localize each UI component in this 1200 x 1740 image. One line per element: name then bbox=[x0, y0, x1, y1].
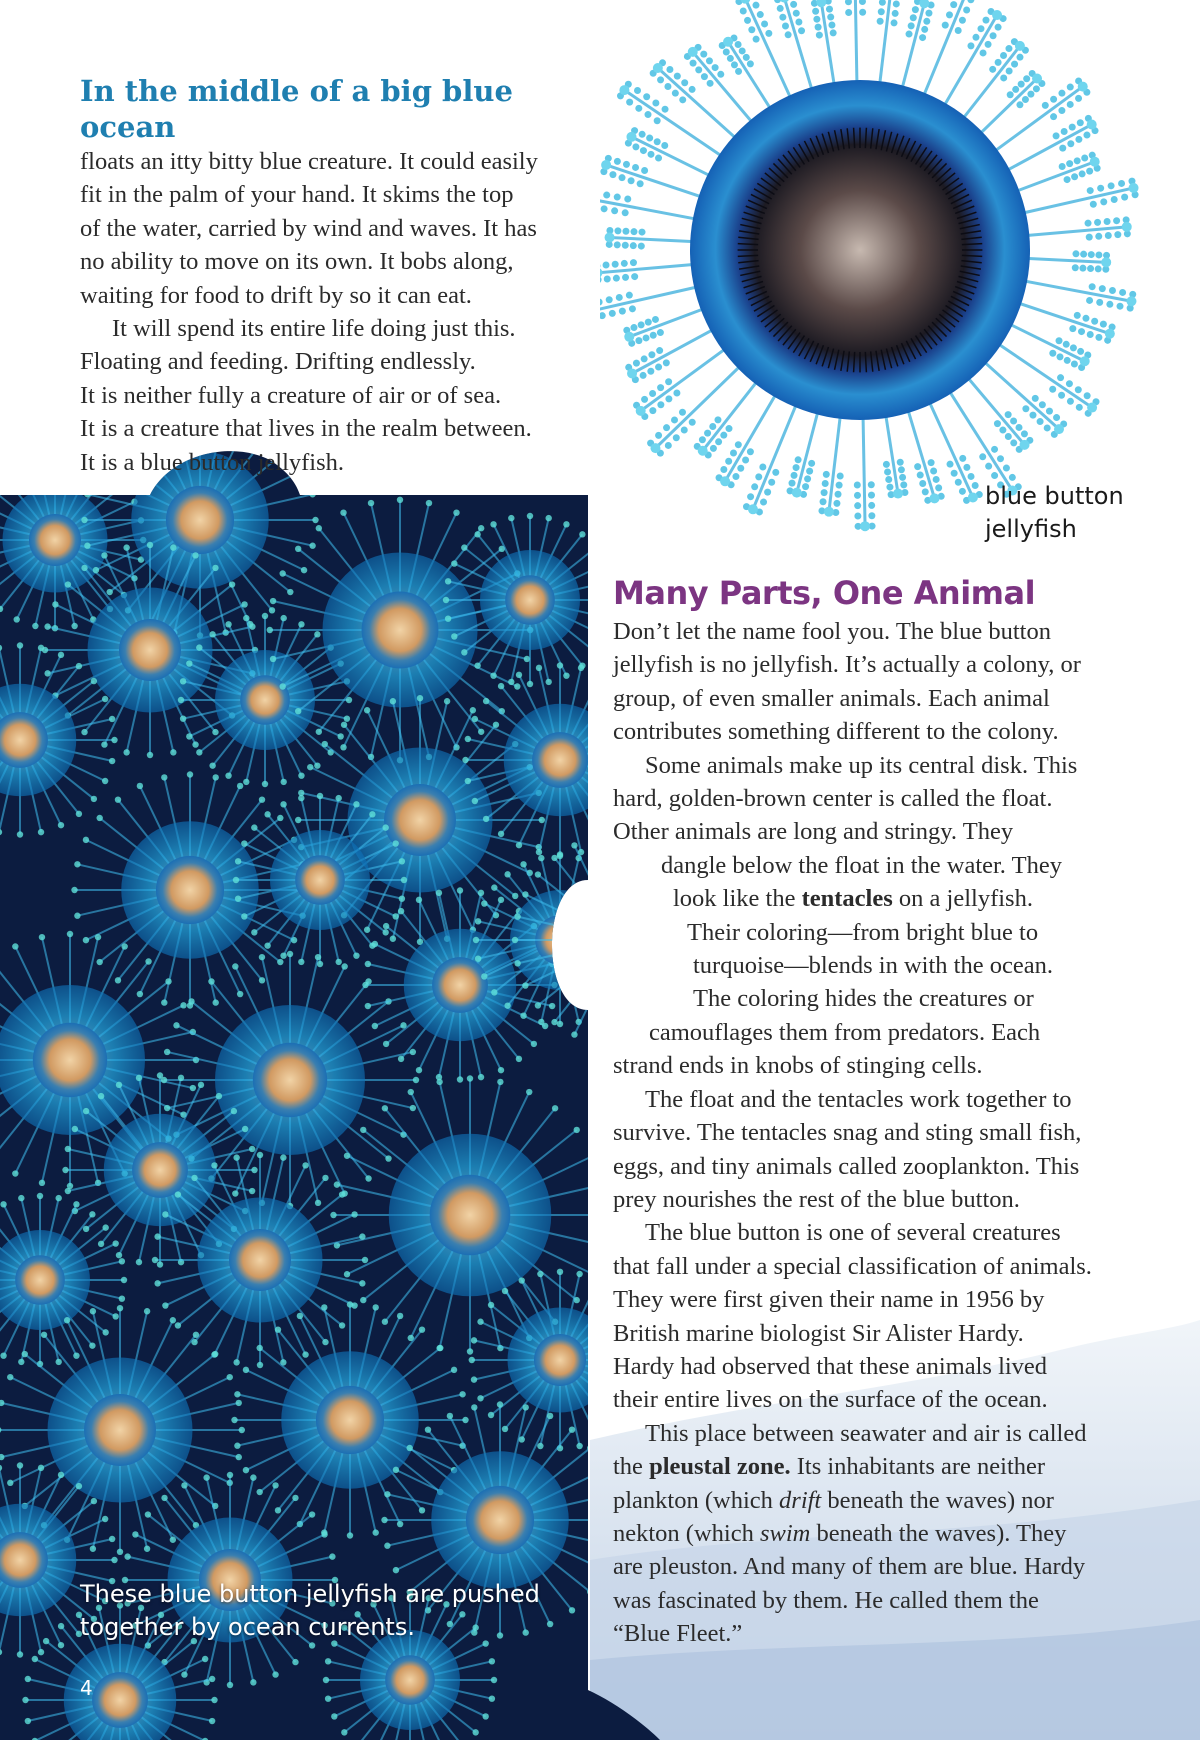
text-line: Their coloring—from bright blue to bbox=[687, 918, 1039, 946]
tentacle-mark bbox=[658, 68, 740, 142]
text-line: The coloring hides the creatures or bbox=[693, 985, 1034, 1013]
tentacle-mark bbox=[606, 165, 707, 199]
text-line: strand ends in knobs of stinging cells. bbox=[613, 1052, 983, 1080]
article-body bbox=[613, 615, 1188, 1651]
text-line: survive. The tentacles snag and sting small fish, bbox=[613, 1119, 1082, 1147]
text-line: Other animals are long and stringy. They bbox=[613, 818, 1014, 846]
blue-button-jellyfish-photo bbox=[600, 0, 1200, 560]
tentacle-mark bbox=[1013, 301, 1110, 333]
tentacle-mark bbox=[855, 0, 857, 89]
tentacle-mark bbox=[964, 373, 1024, 444]
text-line: floats an itty bitty blue creature. It could easily bbox=[80, 148, 538, 175]
text-line: Floating and feeding. Drifting endlessly. bbox=[80, 348, 476, 376]
text-line: British marine biologist Sir Alister Hardy. bbox=[613, 1319, 1024, 1347]
tentacle-mark bbox=[980, 358, 1059, 429]
text-line: of the water, carried by wind and waves. It has bbox=[80, 214, 537, 242]
text-line: are pleuston. And many of them are blue. Hardy bbox=[613, 1553, 1086, 1581]
text-line: fit in the palm of your hand. It skims the top bbox=[80, 181, 514, 209]
text-run: the bbox=[613, 1453, 650, 1481]
text-line: contributes something different to the colony. bbox=[613, 718, 1059, 746]
intro-paragraph-1 bbox=[80, 145, 600, 312]
intro-heading: In the middle of a big blue ocean bbox=[80, 74, 513, 144]
text-line: It is a creature that lives in the realm between. bbox=[80, 415, 532, 443]
tentacle-mark bbox=[655, 362, 744, 448]
tentacle-mark bbox=[960, 46, 1020, 123]
section-heading: Many Parts, One Animal bbox=[613, 574, 1036, 612]
term-tentacles: tentacles bbox=[801, 885, 893, 913]
text-run: look like the bbox=[673, 885, 802, 913]
caption-line: These blue button jellyfish are pushed bbox=[80, 1580, 540, 1608]
text-line: jellyfish is no jellyfish. It’s actually a colony, or bbox=[613, 651, 1081, 679]
text-run: beneath the waves). They bbox=[810, 1519, 1067, 1547]
term-pleustal-zone: pleustal zone. bbox=[649, 1453, 791, 1481]
text-line: that fall under a special classification of animals. bbox=[613, 1252, 1092, 1280]
text-line: “Blue Fleet.” bbox=[613, 1620, 743, 1648]
text-line: hard, golden-brown center is called the float. bbox=[613, 785, 1053, 813]
caption-line: together by ocean currents. bbox=[80, 1613, 415, 1641]
page-number: 4 bbox=[80, 1676, 93, 1700]
text-line: It is a blue button jellyfish. bbox=[80, 448, 345, 476]
text-line: waiting for food to drift by so it can eat. bbox=[80, 281, 472, 309]
intro-paragraph-2 bbox=[80, 312, 600, 479]
colony-photo-caption bbox=[80, 1578, 540, 1644]
text-line bbox=[613, 1517, 1188, 1550]
tentacle-mark bbox=[610, 237, 699, 241]
text-run: Its inhabitants are neither bbox=[790, 1453, 1046, 1481]
text-run: nekton (which bbox=[613, 1519, 760, 1547]
text-line: prey nourishes the rest of the blue button. bbox=[613, 1185, 1020, 1213]
text-line: turquoise—blends in with the ocean. bbox=[693, 952, 1053, 980]
term-drift: drift bbox=[779, 1486, 822, 1514]
text-line: their entire lives on the surface of the ocean. bbox=[613, 1386, 1048, 1414]
text-line: was fascinated by them. He called them the bbox=[613, 1586, 1039, 1614]
tentacle-mark bbox=[600, 286, 703, 311]
text-line: They were first given their name in 1956 by bbox=[613, 1286, 1045, 1314]
text-line: camouflages them from predators. Each bbox=[649, 1018, 1041, 1046]
term-swim: swim bbox=[759, 1519, 811, 1547]
tentacle-mark bbox=[1011, 162, 1095, 193]
tentacle-mark bbox=[927, 397, 973, 498]
text-line: no ability to move on its own. It bobs along, bbox=[80, 248, 514, 276]
text-line: The blue button is one of several creatures bbox=[645, 1219, 1061, 1247]
text-run: beneath the waves) nor bbox=[821, 1486, 1054, 1514]
text-line: Some animals make up its central disk. This bbox=[645, 751, 1078, 779]
tentacle-mark bbox=[693, 52, 756, 127]
text-line: It is neither fully a creature of air or of sea. bbox=[80, 381, 502, 409]
tentacle-mark bbox=[1021, 258, 1106, 262]
article-column bbox=[613, 573, 1188, 1651]
text-line: The float and the tentacles work together to bbox=[645, 1085, 1072, 1113]
tentacle-mark bbox=[976, 78, 1037, 137]
caption-line: jellyfish bbox=[985, 515, 1077, 543]
text-line: This place between seawater and air is called bbox=[645, 1419, 1087, 1447]
tentacle-mark bbox=[632, 327, 718, 374]
text-line: dangle below the float in the water. They bbox=[661, 851, 1062, 879]
intro-block bbox=[80, 73, 600, 479]
tentacle-mark bbox=[863, 411, 865, 526]
text-line bbox=[613, 1484, 1188, 1517]
text-line bbox=[613, 1450, 1188, 1483]
tentacle-mark bbox=[624, 90, 726, 159]
top-photo-caption bbox=[985, 480, 1124, 546]
caption-line: blue button bbox=[985, 482, 1124, 510]
text-run: on a jellyfish. bbox=[892, 885, 1033, 913]
text-line: Hardy had observed that these animals lived bbox=[613, 1352, 1048, 1380]
tentacle-mark bbox=[703, 377, 761, 451]
tentacle-mark bbox=[1002, 125, 1092, 174]
text-line: eggs, and tiny animals called zooplankton. This bbox=[613, 1152, 1080, 1180]
text-run: plankton (which bbox=[613, 1486, 780, 1514]
text-line: It will spend its entire life doing just this. bbox=[112, 315, 516, 343]
text-line bbox=[613, 882, 1188, 915]
text-line: group, of even smaller animals. Each animal bbox=[613, 684, 1050, 712]
text-line: Don’t let the name fool you. The blue button bbox=[613, 618, 1051, 645]
